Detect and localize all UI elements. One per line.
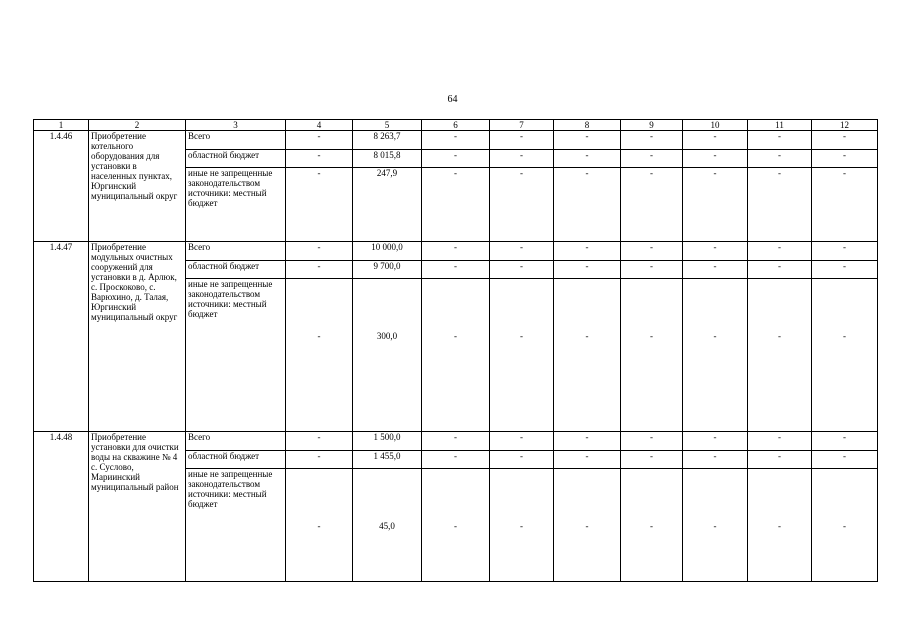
value-cell: - — [621, 168, 683, 242]
value-cell: - — [621, 261, 683, 279]
value-cell: - — [812, 168, 878, 242]
value-cell: - — [422, 261, 490, 279]
value-cell: - — [812, 150, 878, 168]
value-cell: - — [490, 432, 554, 451]
page-number: 64 — [447, 94, 458, 105]
value-cell: - — [422, 242, 490, 261]
value-cell: - — [812, 432, 878, 451]
measure-number: 1.4.47 — [34, 242, 89, 432]
value-cell: - — [748, 242, 812, 261]
value-cell: - — [683, 131, 748, 150]
funding-source: Всего — [186, 242, 286, 261]
value-cell: - — [812, 242, 878, 261]
value-cell: - — [286, 279, 353, 432]
funding-source: иные не запрещенные законодательством источники: местный бюджет — [186, 279, 286, 432]
value-cell: - — [621, 469, 683, 582]
value-cell: - — [422, 432, 490, 451]
value-cell: - — [286, 432, 353, 451]
value-cell: 9 700,0 — [353, 261, 422, 279]
header-cell: 5 — [353, 120, 422, 131]
value-cell: - — [286, 451, 353, 469]
value-cell: - — [554, 432, 621, 451]
value-cell: - — [812, 469, 878, 582]
measure-name: Приобретение котельного оборудования для установки в населенных пунктах, Юргинский муниципальный округ — [89, 131, 186, 242]
value-cell: - — [748, 168, 812, 242]
value-cell: - — [490, 469, 554, 582]
funding-source: Всего — [186, 131, 286, 150]
funding-source: областной бюджет — [186, 451, 286, 469]
value-cell: - — [683, 432, 748, 451]
funding-source: Всего — [186, 432, 286, 451]
funding-source: иные не запрещенные законодательством источники: местный бюджет — [186, 469, 286, 582]
value-cell: 8 263,7 — [353, 131, 422, 150]
header-cell: 12 — [812, 120, 878, 131]
value-cell: - — [748, 469, 812, 582]
measure-number: 1.4.48 — [34, 432, 89, 582]
header-cell: 3 — [186, 120, 286, 131]
header-row — [34, 120, 878, 131]
value-cell: - — [490, 279, 554, 432]
measure-name: Приобретение модульных очистных сооружений для установки в д. Арлюк, с. Проскоково, с. Варюхино, д. Талая, Юргинский муниципальный округ — [89, 242, 186, 432]
header-cell: 4 — [286, 120, 353, 131]
value-cell: - — [554, 469, 621, 582]
value-cell: - — [490, 150, 554, 168]
measure-name: Приобретение установки для очистки воды на скважине № 4 с. Суслово, Мариинский муниципальный район — [89, 432, 186, 582]
value-cell: - — [490, 261, 554, 279]
value-cell: - — [422, 131, 490, 150]
value-cell: - — [490, 131, 554, 150]
value-cell: - — [286, 469, 353, 582]
header-cell: 11 — [748, 120, 812, 131]
value-cell: - — [422, 168, 490, 242]
value-cell: - — [748, 279, 812, 432]
value-cell: - — [286, 131, 353, 150]
value-cell: - — [621, 279, 683, 432]
value-cell: - — [286, 150, 353, 168]
header-cell: 10 — [683, 120, 748, 131]
value-cell: - — [554, 131, 621, 150]
value-cell: - — [748, 261, 812, 279]
value-cell: - — [748, 451, 812, 469]
value-cell: - — [286, 261, 353, 279]
measure-number: 1.4.46 — [34, 131, 89, 242]
value-cell: - — [554, 261, 621, 279]
header-cell: 1 — [34, 120, 89, 131]
value-cell: - — [683, 150, 748, 168]
value-cell: - — [812, 131, 878, 150]
header-cell: 7 — [490, 120, 554, 131]
value-cell: 300,0 — [353, 279, 422, 432]
header-cell: 6 — [422, 120, 490, 131]
funding-source: областной бюджет — [186, 150, 286, 168]
value-cell: - — [422, 150, 490, 168]
measure-row — [34, 242, 878, 261]
value-cell: - — [422, 279, 490, 432]
value-cell: - — [812, 451, 878, 469]
value-cell: - — [621, 432, 683, 451]
value-cell: - — [812, 261, 878, 279]
value-cell: - — [422, 451, 490, 469]
value-cell: - — [621, 150, 683, 168]
measure-row — [34, 432, 878, 451]
value-cell: - — [748, 432, 812, 451]
value-cell: - — [490, 242, 554, 261]
value-cell: - — [554, 150, 621, 168]
value-cell: - — [683, 469, 748, 582]
value-cell: 45,0 — [353, 469, 422, 582]
value-cell: - — [748, 150, 812, 168]
value-cell: - — [748, 131, 812, 150]
value-cell: - — [683, 261, 748, 279]
value-cell: - — [621, 242, 683, 261]
value-cell: - — [683, 451, 748, 469]
value-cell: 1 500,0 — [353, 432, 422, 451]
value-cell: - — [554, 168, 621, 242]
header-cell: 2 — [89, 120, 186, 131]
value-cell: - — [286, 168, 353, 242]
value-cell: - — [683, 242, 748, 261]
funding-source: областной бюджет — [186, 261, 286, 279]
header-cell: 8 — [554, 120, 621, 131]
value-cell: - — [812, 279, 878, 432]
financing-table — [33, 119, 878, 582]
value-cell: - — [683, 279, 748, 432]
value-cell: - — [554, 242, 621, 261]
value-cell: 10 000,0 — [353, 242, 422, 261]
value-cell: - — [621, 131, 683, 150]
value-cell: - — [554, 451, 621, 469]
funding-source: иные не запрещенные законодательством источники: местный бюджет — [186, 168, 286, 242]
value-cell: - — [286, 242, 353, 261]
value-cell: 8 015,8 — [353, 150, 422, 168]
value-cell: 1 455,0 — [353, 451, 422, 469]
value-cell: - — [422, 469, 490, 582]
measure-row — [34, 131, 878, 150]
value-cell: - — [490, 168, 554, 242]
value-cell: - — [683, 168, 748, 242]
value-cell: - — [554, 279, 621, 432]
value-cell: - — [490, 451, 554, 469]
value-cell: - — [621, 451, 683, 469]
value-cell: 247,9 — [353, 168, 422, 242]
header-cell: 9 — [621, 120, 683, 131]
